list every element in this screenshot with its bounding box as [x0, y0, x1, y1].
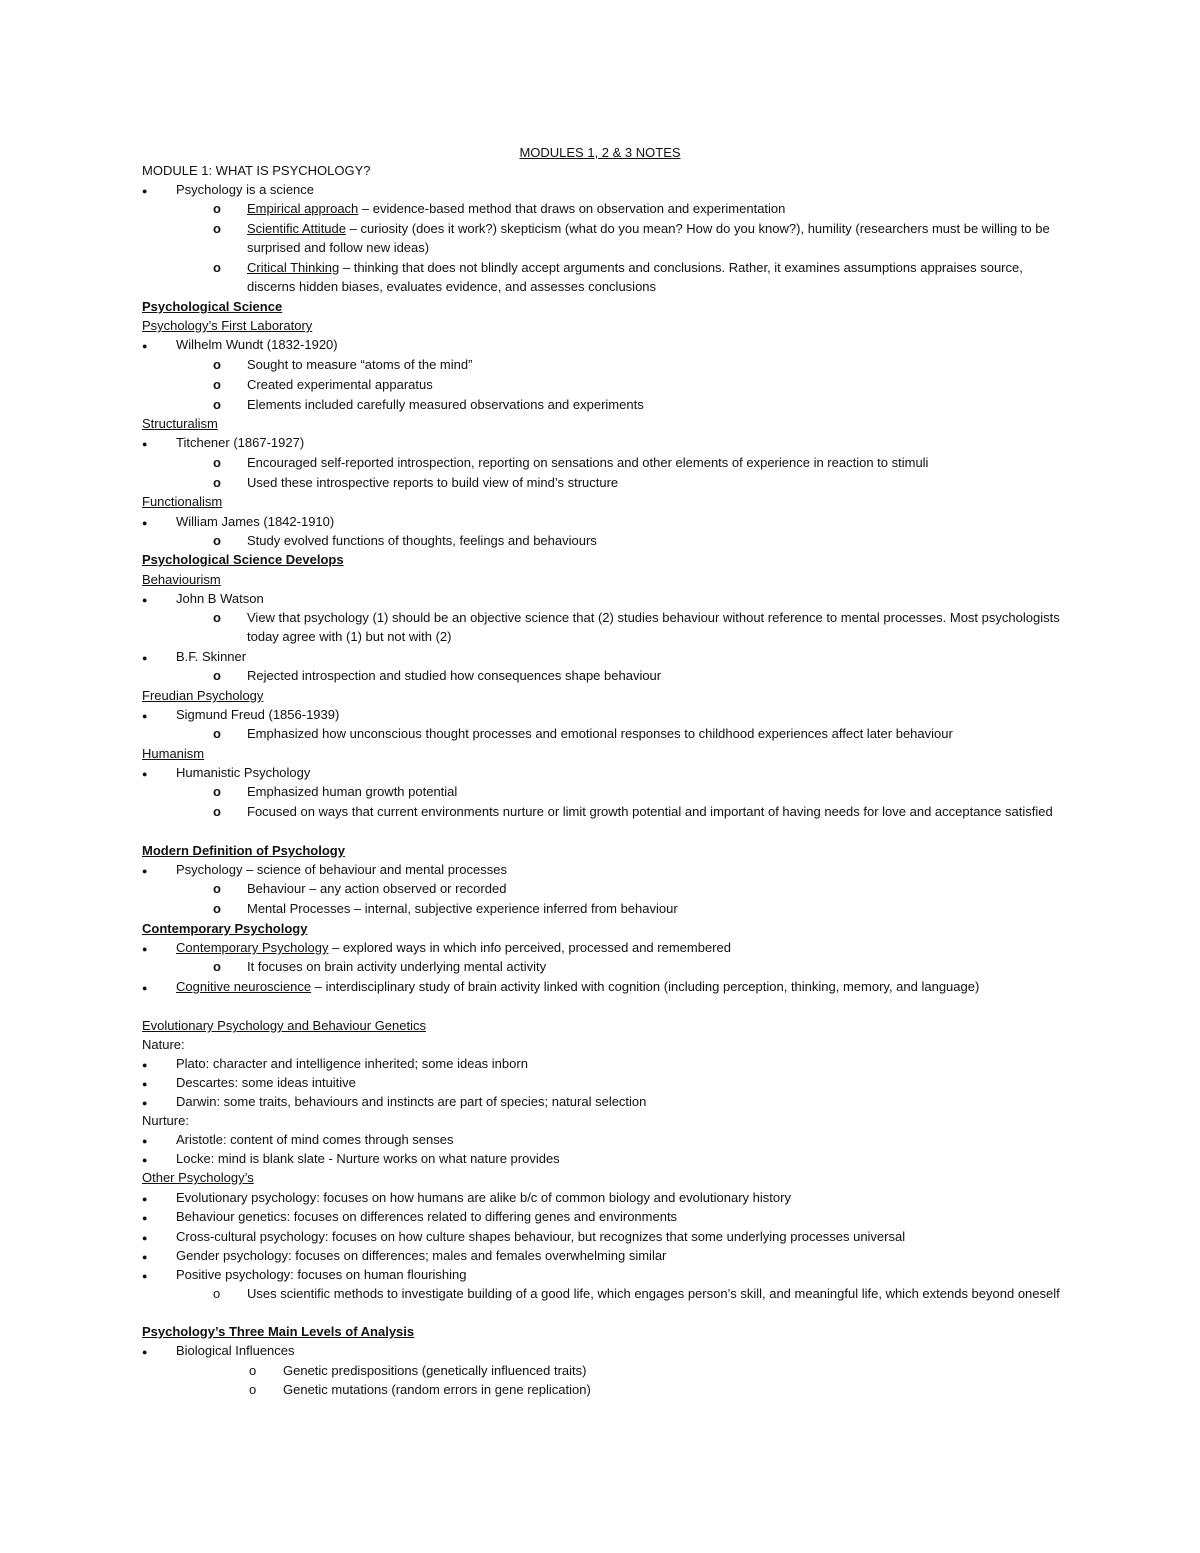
bullet-icon [142, 1265, 147, 1286]
section-heading: Structuralism [142, 416, 218, 431]
list-item: Uses scientific methods to investigate building of a good life, which engages person’s skill, and meaningful life, which extends beyond oneself [247, 1286, 1060, 1301]
sub-bullet-icon [213, 879, 221, 898]
bullet-icon [142, 512, 147, 533]
sub-bullet-icon [213, 395, 221, 414]
list-item: Evolutionary psychology: focuses on how humans are alike b/c of common biology and evolutionary history [176, 1190, 791, 1205]
term: Empirical approach [247, 201, 359, 216]
sub-bullet-icon [213, 608, 221, 627]
bullet-icon [142, 1054, 147, 1075]
list-item: Behaviour – any action observed or recorded [247, 881, 507, 896]
bullet-icon [142, 1149, 147, 1170]
definition-item [247, 258, 1065, 296]
sub-bullet-icon [213, 1284, 220, 1303]
section-heading: Psychological Science [142, 299, 283, 314]
list-item: Focused on ways that current environments nurture or limit growth potential and important of having needs for love and acceptance satisfied [247, 804, 1053, 819]
list-item: Genetic predispositions (genetically influenced traits) [283, 1363, 587, 1378]
bullet-icon [142, 860, 147, 881]
definition-text: – thinking that does not blindly accept arguments and conclusions. Rather, it examines assumptions appraises source, discerns hidden biases, evaluates evidence, and assesses conclusions [247, 260, 1023, 294]
section-heading: Functionalism [142, 494, 223, 509]
list-item: It focuses on brain activity underlying mental activity [247, 959, 547, 974]
sub-bullet-icon [213, 666, 221, 685]
sub-bullet-icon [249, 1380, 256, 1399]
list-item: Descartes: some ideas intuitive [176, 1075, 356, 1090]
list-item: Titchener (1867-1927) [176, 435, 305, 450]
section-heading: Other Psychology’s [142, 1170, 254, 1185]
section-heading: Modern Definition of Psychology [142, 843, 345, 858]
bullet-icon [142, 1092, 147, 1113]
list-item: Encouraged self-reported introspection, reporting on sensations and other elements of experience in reaction to stimuli [247, 455, 929, 470]
list-item: B.F. Skinner [176, 649, 247, 664]
sub-bullet-icon [213, 258, 221, 277]
bullet-icon [142, 763, 147, 784]
list-item: Positive psychology: focuses on human flourishing [176, 1267, 467, 1282]
bullet-icon [142, 647, 147, 668]
list-item: Darwin: some traits, behaviours and instincts are part of species; natural selection [176, 1094, 647, 1109]
sub-bullet-icon [213, 531, 221, 550]
section-heading: Humanism [142, 746, 205, 761]
sub-bullet-icon [213, 453, 221, 472]
definition-item [176, 977, 988, 996]
list-item: Emphasized how unconscious thought processes and emotional responses to childhood experiences affect later behaviour [247, 726, 953, 741]
definition-item [247, 199, 785, 218]
definition-text: – interdisciplinary study of brain activity linked with cognition (including perception, thinking, memory, and language) [311, 979, 980, 994]
bullet-icon [142, 977, 147, 998]
list-item: Elements included carefully measured observations and experiments [247, 397, 644, 412]
definition-text: – evidence-based method that draws on observation and experimentation [358, 201, 786, 216]
label-text: Nurture: [142, 1113, 189, 1128]
bullet-icon [142, 938, 147, 959]
bullet-icon [142, 589, 147, 610]
definition-item [247, 219, 1065, 257]
section-heading: Evolutionary Psychology and Behaviour Genetics [142, 1018, 426, 1033]
label-text: Nature: [142, 1037, 185, 1052]
sub-bullet-icon [213, 355, 221, 374]
sub-bullet-icon [213, 219, 221, 238]
sub-bullet-icon [249, 1361, 256, 1380]
bullet-icon [142, 1188, 147, 1209]
term: Contemporary Psychology [176, 940, 329, 955]
list-item: Plato: character and intelligence inherited; some ideas inborn [176, 1056, 528, 1071]
list-item: Wilhelm Wundt (1832-1920) [176, 337, 338, 352]
sub-bullet-icon [213, 375, 221, 394]
section-heading: Psychological Science Develops [142, 552, 344, 567]
sub-bullet-icon [213, 782, 221, 801]
bullet-icon [142, 1341, 147, 1362]
term: Scientific Attitude [247, 221, 346, 236]
list-item: William James (1842-1910) [176, 514, 335, 529]
list-item: Gender psychology: focuses on differences; males and females overwhelming similar [176, 1248, 667, 1263]
list-item: Cross-cultural psychology: focuses on how culture shapes behaviour, but recognizes that some underlying processes universal [176, 1229, 906, 1244]
definition-item [176, 938, 731, 957]
list-item: Used these introspective reports to build view of mind’s structure [247, 475, 619, 490]
list-item: John B Watson [176, 591, 264, 606]
bullet-icon [142, 1246, 147, 1267]
section-heading: Psychology’s Three Main Levels of Analysis [142, 1324, 415, 1339]
list-item: Humanistic Psychology [176, 765, 311, 780]
section-heading: Behaviourism [142, 572, 221, 587]
section-heading: Psychology’s First Laboratory [142, 318, 313, 333]
list-item: Genetic mutations (random errors in gene replication) [283, 1382, 591, 1397]
sub-bullet-icon [213, 957, 221, 976]
list-item: Biological Influences [176, 1343, 295, 1358]
list-item: Mental Processes – internal, subjective experience inferred from behaviour [247, 901, 678, 916]
bullet-icon [142, 1227, 147, 1248]
sub-bullet-icon [213, 724, 221, 743]
bullet-icon [142, 1073, 147, 1094]
list-item: Sigmund Freud (1856-1939) [176, 707, 340, 722]
list-item: Study evolved functions of thoughts, feelings and behaviours [247, 533, 597, 548]
definition-text: – explored ways in which info perceived, processed and remembered [328, 940, 731, 955]
list-item: Created experimental apparatus [247, 377, 433, 392]
bullet-icon [142, 705, 147, 726]
bullet-icon [142, 335, 147, 356]
bullet-icon [142, 1130, 147, 1151]
list-item: Psychology – science of behaviour and mental processes [176, 862, 507, 877]
document-title: MODULES 1, 2 & 3 NOTES [519, 145, 681, 160]
list-item: Aristotle: content of mind comes through senses [176, 1132, 454, 1147]
list-item: Behaviour genetics: focuses on differences related to differing genes and environments [176, 1209, 678, 1224]
sub-bullet-icon [213, 199, 221, 218]
list-item: Locke: mind is blank slate - Nurture works on what nature provides [176, 1151, 560, 1166]
bullet-icon [142, 433, 147, 454]
section-heading: Freudian Psychology [142, 688, 264, 703]
sub-bullet-icon [213, 899, 221, 918]
sub-bullet-icon [213, 473, 221, 492]
bullet-icon [142, 1207, 147, 1228]
list-item: View that psychology (1) should be an objective science that (2) studies behaviour without reference to mental processes. Most psychologists today agree with (1) but not with (2) [247, 610, 1060, 644]
definition-text: – curiosity (does it work?) skepticism (what do you mean? How do you know?), humility (researchers must be willing to be surprised and follow new ideas) [247, 221, 1050, 255]
label-text: MODULE 1: WHAT IS PSYCHOLOGY? [142, 163, 371, 178]
list-item: Rejected introspection and studied how consequences shape behaviour [247, 668, 662, 683]
section-heading: Contemporary Psychology [142, 921, 308, 936]
list-item: Sought to measure “atoms of the mind” [247, 357, 473, 372]
bullet-icon [142, 180, 147, 201]
term: Critical Thinking [247, 260, 340, 275]
list-item: Psychology is a science [176, 182, 315, 197]
list-item: Emphasized human growth potential [247, 784, 458, 799]
term: Cognitive neuroscience [176, 979, 312, 994]
sub-bullet-icon [213, 802, 221, 821]
